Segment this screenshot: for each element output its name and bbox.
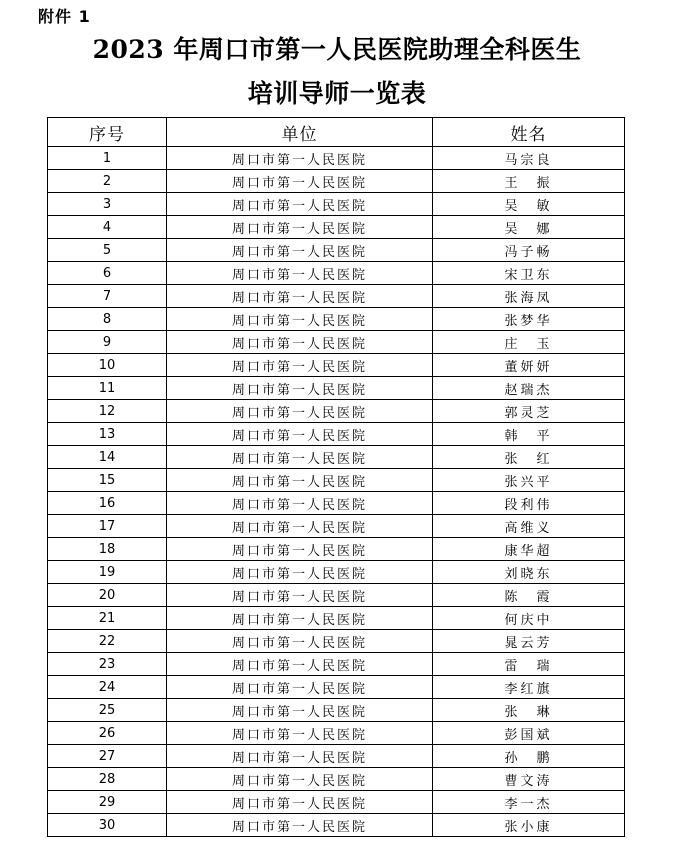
unit-cell: 周口市第一人民医院 bbox=[167, 377, 433, 400]
serial-number-cell: 24 bbox=[48, 676, 167, 699]
name-cell: 张 琳 bbox=[433, 699, 625, 722]
document-title-line-1: 2023 年周口市第一人民医院助理全科医生 bbox=[92, 35, 582, 64]
unit-cell: 周口市第一人民医院 bbox=[167, 653, 433, 676]
header-name: 姓名 bbox=[433, 118, 625, 147]
unit-cell: 周口市第一人民医院 bbox=[167, 239, 433, 262]
serial-number-cell: 8 bbox=[48, 308, 167, 331]
name-cell: 曹文涛 bbox=[433, 768, 625, 791]
table-header-row bbox=[48, 118, 625, 147]
serial-number-cell: 21 bbox=[48, 607, 167, 630]
serial-number-cell: 30 bbox=[48, 814, 167, 837]
serial-number-cell: 22 bbox=[48, 630, 167, 653]
table-row bbox=[48, 492, 625, 515]
name-cell: 韩 平 bbox=[433, 423, 625, 446]
serial-number-cell: 13 bbox=[48, 423, 167, 446]
table-row bbox=[48, 147, 625, 170]
unit-cell: 周口市第一人民医院 bbox=[167, 147, 433, 170]
serial-number-cell: 6 bbox=[48, 262, 167, 285]
table-row bbox=[48, 768, 625, 791]
unit-cell: 周口市第一人民医院 bbox=[167, 722, 433, 745]
name-cell: 吴 娜 bbox=[433, 216, 625, 239]
serial-number-cell: 1 bbox=[48, 147, 167, 170]
unit-cell: 周口市第一人民医院 bbox=[167, 492, 433, 515]
document-title-line-2: 培训导师一览表 bbox=[247, 79, 427, 108]
unit-cell: 周口市第一人民医院 bbox=[167, 446, 433, 469]
header-serial-number: 序号 bbox=[48, 118, 167, 147]
unit-cell: 周口市第一人民医院 bbox=[167, 469, 433, 492]
table-row bbox=[48, 699, 625, 722]
name-cell: 孙 鹏 bbox=[433, 745, 625, 768]
table-row bbox=[48, 216, 625, 239]
name-cell: 段利伟 bbox=[433, 492, 625, 515]
serial-number-cell: 28 bbox=[48, 768, 167, 791]
table-row bbox=[48, 584, 625, 607]
unit-cell: 周口市第一人民医院 bbox=[167, 630, 433, 653]
serial-number-cell: 3 bbox=[48, 193, 167, 216]
table-row bbox=[48, 400, 625, 423]
name-cell: 雷 瑞 bbox=[433, 653, 625, 676]
name-cell: 赵瑞杰 bbox=[433, 377, 625, 400]
table-row bbox=[48, 561, 625, 584]
name-cell: 张小康 bbox=[433, 814, 625, 837]
unit-cell: 周口市第一人民医院 bbox=[167, 699, 433, 722]
name-cell: 马宗良 bbox=[433, 147, 625, 170]
unit-cell: 周口市第一人民医院 bbox=[167, 262, 433, 285]
serial-number-cell: 29 bbox=[48, 791, 167, 814]
unit-cell: 周口市第一人民医院 bbox=[167, 515, 433, 538]
name-cell: 刘晓东 bbox=[433, 561, 625, 584]
serial-number-cell: 14 bbox=[48, 446, 167, 469]
name-cell: 张海凤 bbox=[433, 285, 625, 308]
table-row bbox=[48, 630, 625, 653]
mentor-table bbox=[47, 117, 625, 837]
serial-number-cell: 25 bbox=[48, 699, 167, 722]
table-row bbox=[48, 285, 625, 308]
table-row bbox=[48, 515, 625, 538]
serial-number-cell: 18 bbox=[48, 538, 167, 561]
unit-cell: 周口市第一人民医院 bbox=[167, 331, 433, 354]
unit-cell: 周口市第一人民医院 bbox=[167, 285, 433, 308]
name-cell: 王 振 bbox=[433, 170, 625, 193]
header-unit: 单位 bbox=[167, 118, 433, 147]
serial-number-cell: 2 bbox=[48, 170, 167, 193]
unit-cell: 周口市第一人民医院 bbox=[167, 354, 433, 377]
name-cell: 康华超 bbox=[433, 538, 625, 561]
name-cell: 冯子畅 bbox=[433, 239, 625, 262]
serial-number-cell: 15 bbox=[48, 469, 167, 492]
unit-cell: 周口市第一人民医院 bbox=[167, 561, 433, 584]
serial-number-cell: 27 bbox=[48, 745, 167, 768]
table-row bbox=[48, 745, 625, 768]
unit-cell: 周口市第一人民医院 bbox=[167, 170, 433, 193]
table-body bbox=[48, 147, 625, 837]
unit-cell: 周口市第一人民医院 bbox=[167, 423, 433, 446]
table-row bbox=[48, 308, 625, 331]
serial-number-cell: 7 bbox=[48, 285, 167, 308]
name-cell: 庄 玉 bbox=[433, 331, 625, 354]
serial-number-cell: 23 bbox=[48, 653, 167, 676]
name-cell: 张 红 bbox=[433, 446, 625, 469]
name-cell: 董妍妍 bbox=[433, 354, 625, 377]
name-cell: 张兴平 bbox=[433, 469, 625, 492]
unit-cell: 周口市第一人民医院 bbox=[167, 745, 433, 768]
serial-number-cell: 5 bbox=[48, 239, 167, 262]
table-row bbox=[48, 262, 625, 285]
table-row bbox=[48, 331, 625, 354]
table-row bbox=[48, 354, 625, 377]
name-cell: 李红旗 bbox=[433, 676, 625, 699]
unit-cell: 周口市第一人民医院 bbox=[167, 400, 433, 423]
table-row bbox=[48, 446, 625, 469]
table-row bbox=[48, 607, 625, 630]
table-row bbox=[48, 377, 625, 400]
serial-number-cell: 11 bbox=[48, 377, 167, 400]
table-row bbox=[48, 791, 625, 814]
table-row bbox=[48, 676, 625, 699]
unit-cell: 周口市第一人民医院 bbox=[167, 538, 433, 561]
name-cell: 宋卫东 bbox=[433, 262, 625, 285]
table-row bbox=[48, 239, 625, 262]
table-row bbox=[48, 469, 625, 492]
serial-number-cell: 16 bbox=[48, 492, 167, 515]
unit-cell: 周口市第一人民医院 bbox=[167, 308, 433, 331]
unit-cell: 周口市第一人民医院 bbox=[167, 791, 433, 814]
unit-cell: 周口市第一人民医院 bbox=[167, 607, 433, 630]
serial-number-cell: 19 bbox=[48, 561, 167, 584]
name-cell: 高维义 bbox=[433, 515, 625, 538]
serial-number-cell: 10 bbox=[48, 354, 167, 377]
table-row bbox=[48, 814, 625, 837]
serial-number-cell: 26 bbox=[48, 722, 167, 745]
attachment-label: 附件 1 bbox=[38, 7, 91, 26]
name-cell: 郭灵芝 bbox=[433, 400, 625, 423]
serial-number-cell: 9 bbox=[48, 331, 167, 354]
name-cell: 吴 敏 bbox=[433, 193, 625, 216]
serial-number-cell: 17 bbox=[48, 515, 167, 538]
serial-number-cell: 12 bbox=[48, 400, 167, 423]
table-row bbox=[48, 193, 625, 216]
table-row bbox=[48, 538, 625, 561]
table-row bbox=[48, 653, 625, 676]
name-cell: 张梦华 bbox=[433, 308, 625, 331]
name-cell: 李一杰 bbox=[433, 791, 625, 814]
table-row bbox=[48, 423, 625, 446]
unit-cell: 周口市第一人民医院 bbox=[167, 216, 433, 239]
table-row bbox=[48, 170, 625, 193]
unit-cell: 周口市第一人民医院 bbox=[167, 768, 433, 791]
unit-cell: 周口市第一人民医院 bbox=[167, 814, 433, 837]
name-cell: 晁云芳 bbox=[433, 630, 625, 653]
unit-cell: 周口市第一人民医院 bbox=[167, 676, 433, 699]
serial-number-cell: 4 bbox=[48, 216, 167, 239]
serial-number-cell: 20 bbox=[48, 584, 167, 607]
unit-cell: 周口市第一人民医院 bbox=[167, 193, 433, 216]
table-row bbox=[48, 722, 625, 745]
unit-cell: 周口市第一人民医院 bbox=[167, 584, 433, 607]
name-cell: 彭国斌 bbox=[433, 722, 625, 745]
name-cell: 何庆中 bbox=[433, 607, 625, 630]
name-cell: 陈 霞 bbox=[433, 584, 625, 607]
